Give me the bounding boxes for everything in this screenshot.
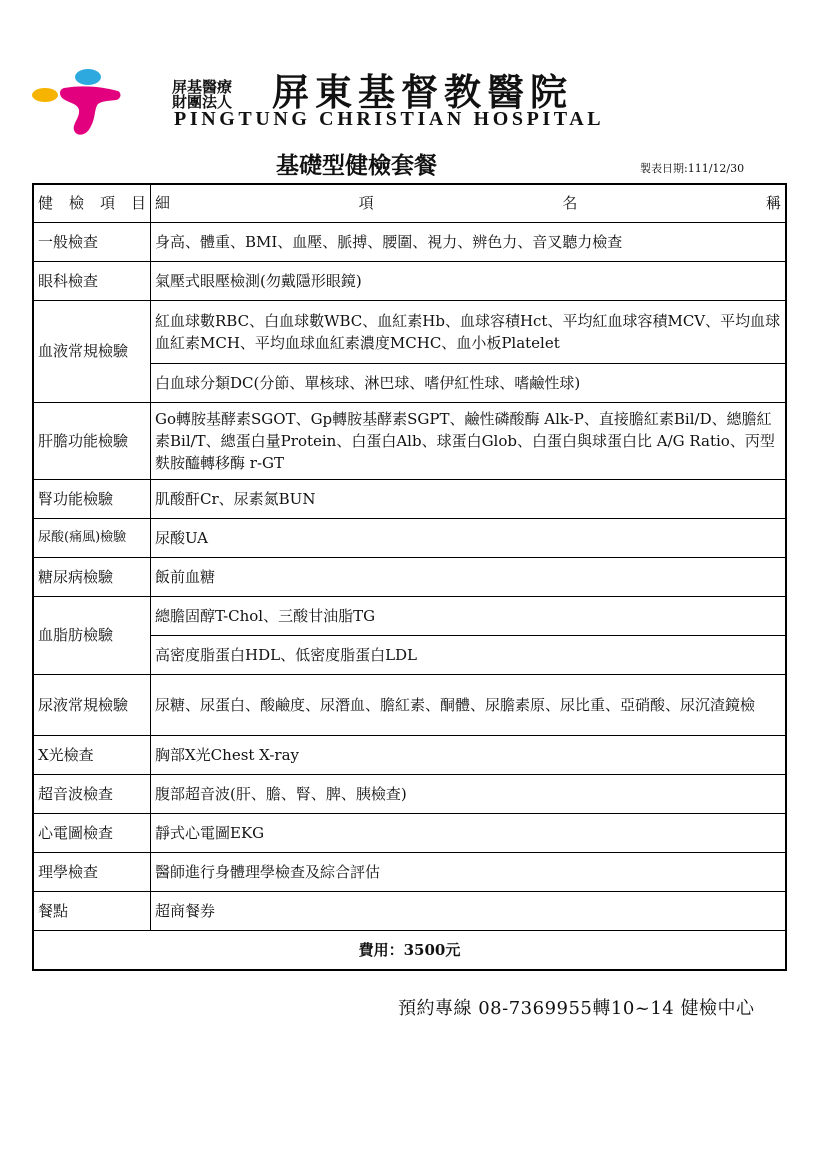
table-row [33,596,786,635]
table-row [33,261,786,300]
hospital-english-name: PINGTUNG CHRISTIAN HOSPITAL [174,108,605,130]
category-cell: 血液常規檢驗 [33,300,151,402]
category-cell: 尿酸(痛風)檢驗 [33,518,151,557]
table-row [33,300,786,363]
header-char: 目 [130,194,146,213]
booking-contact: 預約專線 08-7369955轉10~14 健檢中心 [398,998,755,1019]
header-char: 項 [358,194,374,213]
table-row [33,557,786,596]
header-char: 檢 [68,194,84,213]
table-row [33,479,786,518]
header-item-cell [33,184,151,222]
detail-cell: 超商餐券 [151,891,787,930]
detail-cell: 腹部超音波(肝、膽、腎、脾、胰檢查) [151,774,787,813]
detail-cell: 肌酸酐Cr、尿素氮BUN [151,479,787,518]
category-cell: 腎功能檢驗 [33,479,151,518]
category-cell: 糖尿病檢驗 [33,557,151,596]
category-cell: 一般檢查 [33,222,151,261]
table-row [33,891,786,930]
detail-cell: 飯前血糖 [151,557,787,596]
page-title: 基礎型健檢套餐 [276,152,437,179]
category-cell: 理學檢查 [33,852,151,891]
foundation-name: 屏基醫療 財團法人 [172,78,233,111]
header-char: 細 [155,194,171,213]
checkup-table [32,183,787,971]
category-cell: 肝膽功能檢驗 [33,402,151,479]
detail-cell: 尿糖、尿蛋白、酸鹼度、尿潛血、膽紅素、酮體、尿膽素原、尿比重、亞硝酸、尿沉渣鏡檢 [151,674,787,735]
header-detail-cell [151,184,787,222]
detail-cell: 胸部X光Chest X-ray [151,735,787,774]
category-cell: 餐點 [33,891,151,930]
table-row [33,674,786,735]
detail-cell: 靜式心電圖EKG [151,813,787,852]
category-cell: 心電圖檢查 [33,813,151,852]
table-row [33,852,786,891]
detail-cell: 紅血球數RBC、白血球數WBC、血紅素Hb、血球容積Hct、平均紅血球容積MCV、平均血球血紅素MCH、平均血球血紅素濃度MCHC、血小板Platelet [151,300,787,363]
fee-total: 費用：3500元 [33,930,786,970]
header-char: 項 [99,194,115,213]
table-row [33,774,786,813]
category-cell: 超音波檢查 [33,774,151,813]
detail-cell: Go轉胺基酵素SGOT、Gp轉胺基酵素SGPT、鹼性磷酸酶 Alk-P、直接膽紅素Bil/D、總膽紅素Bil/T、總蛋白量Protein、白蛋白Alb、球蛋白Glob、白蛋白與球蛋白比 A/G Ratio、丙型麩胺醯轉移酶 r-GT [151,402,787,479]
table-row [33,518,786,557]
category-cell: 眼科檢查 [33,261,151,300]
table-header-row [33,184,786,222]
detail-cell: 總膽固醇T-Chol、三酸甘油脂TG [151,596,787,635]
table-row [33,735,786,774]
fee-row [33,930,786,970]
category-cell: 尿液常規檢驗 [33,674,151,735]
table-row [33,402,786,479]
header-char: 稱 [765,194,781,213]
detail-cell: 氣壓式眼壓檢測(勿戴隱形眼鏡) [151,261,787,300]
hospital-name: 屏東基督教醫院 [272,70,573,114]
detail-cell: 醫師進行身體理學檢查及綜合評估 [151,852,787,891]
detail-cell: 尿酸UA [151,518,787,557]
table-row [33,813,786,852]
category-cell: 血脂肪檢驗 [33,596,151,674]
detail-cell: 白血球分類DC(分節、單核球、淋巴球、嗜伊紅性球、嗜鹼性球) [151,363,787,402]
header-char: 名 [562,194,578,213]
hospital-logo-icon [30,66,130,138]
detail-cell: 高密度脂蛋白HDL、低密度脂蛋白LDL [151,635,787,674]
header-char: 健 [38,194,54,213]
table-row [33,222,786,261]
detail-cell: 身高、體重、BMI、血壓、脈搏、腰圍、視力、辨色力、音叉聽力檢查 [151,222,787,261]
issue-date: 製表日期:111/12/30 [640,162,745,175]
category-cell: X光檢查 [33,735,151,774]
